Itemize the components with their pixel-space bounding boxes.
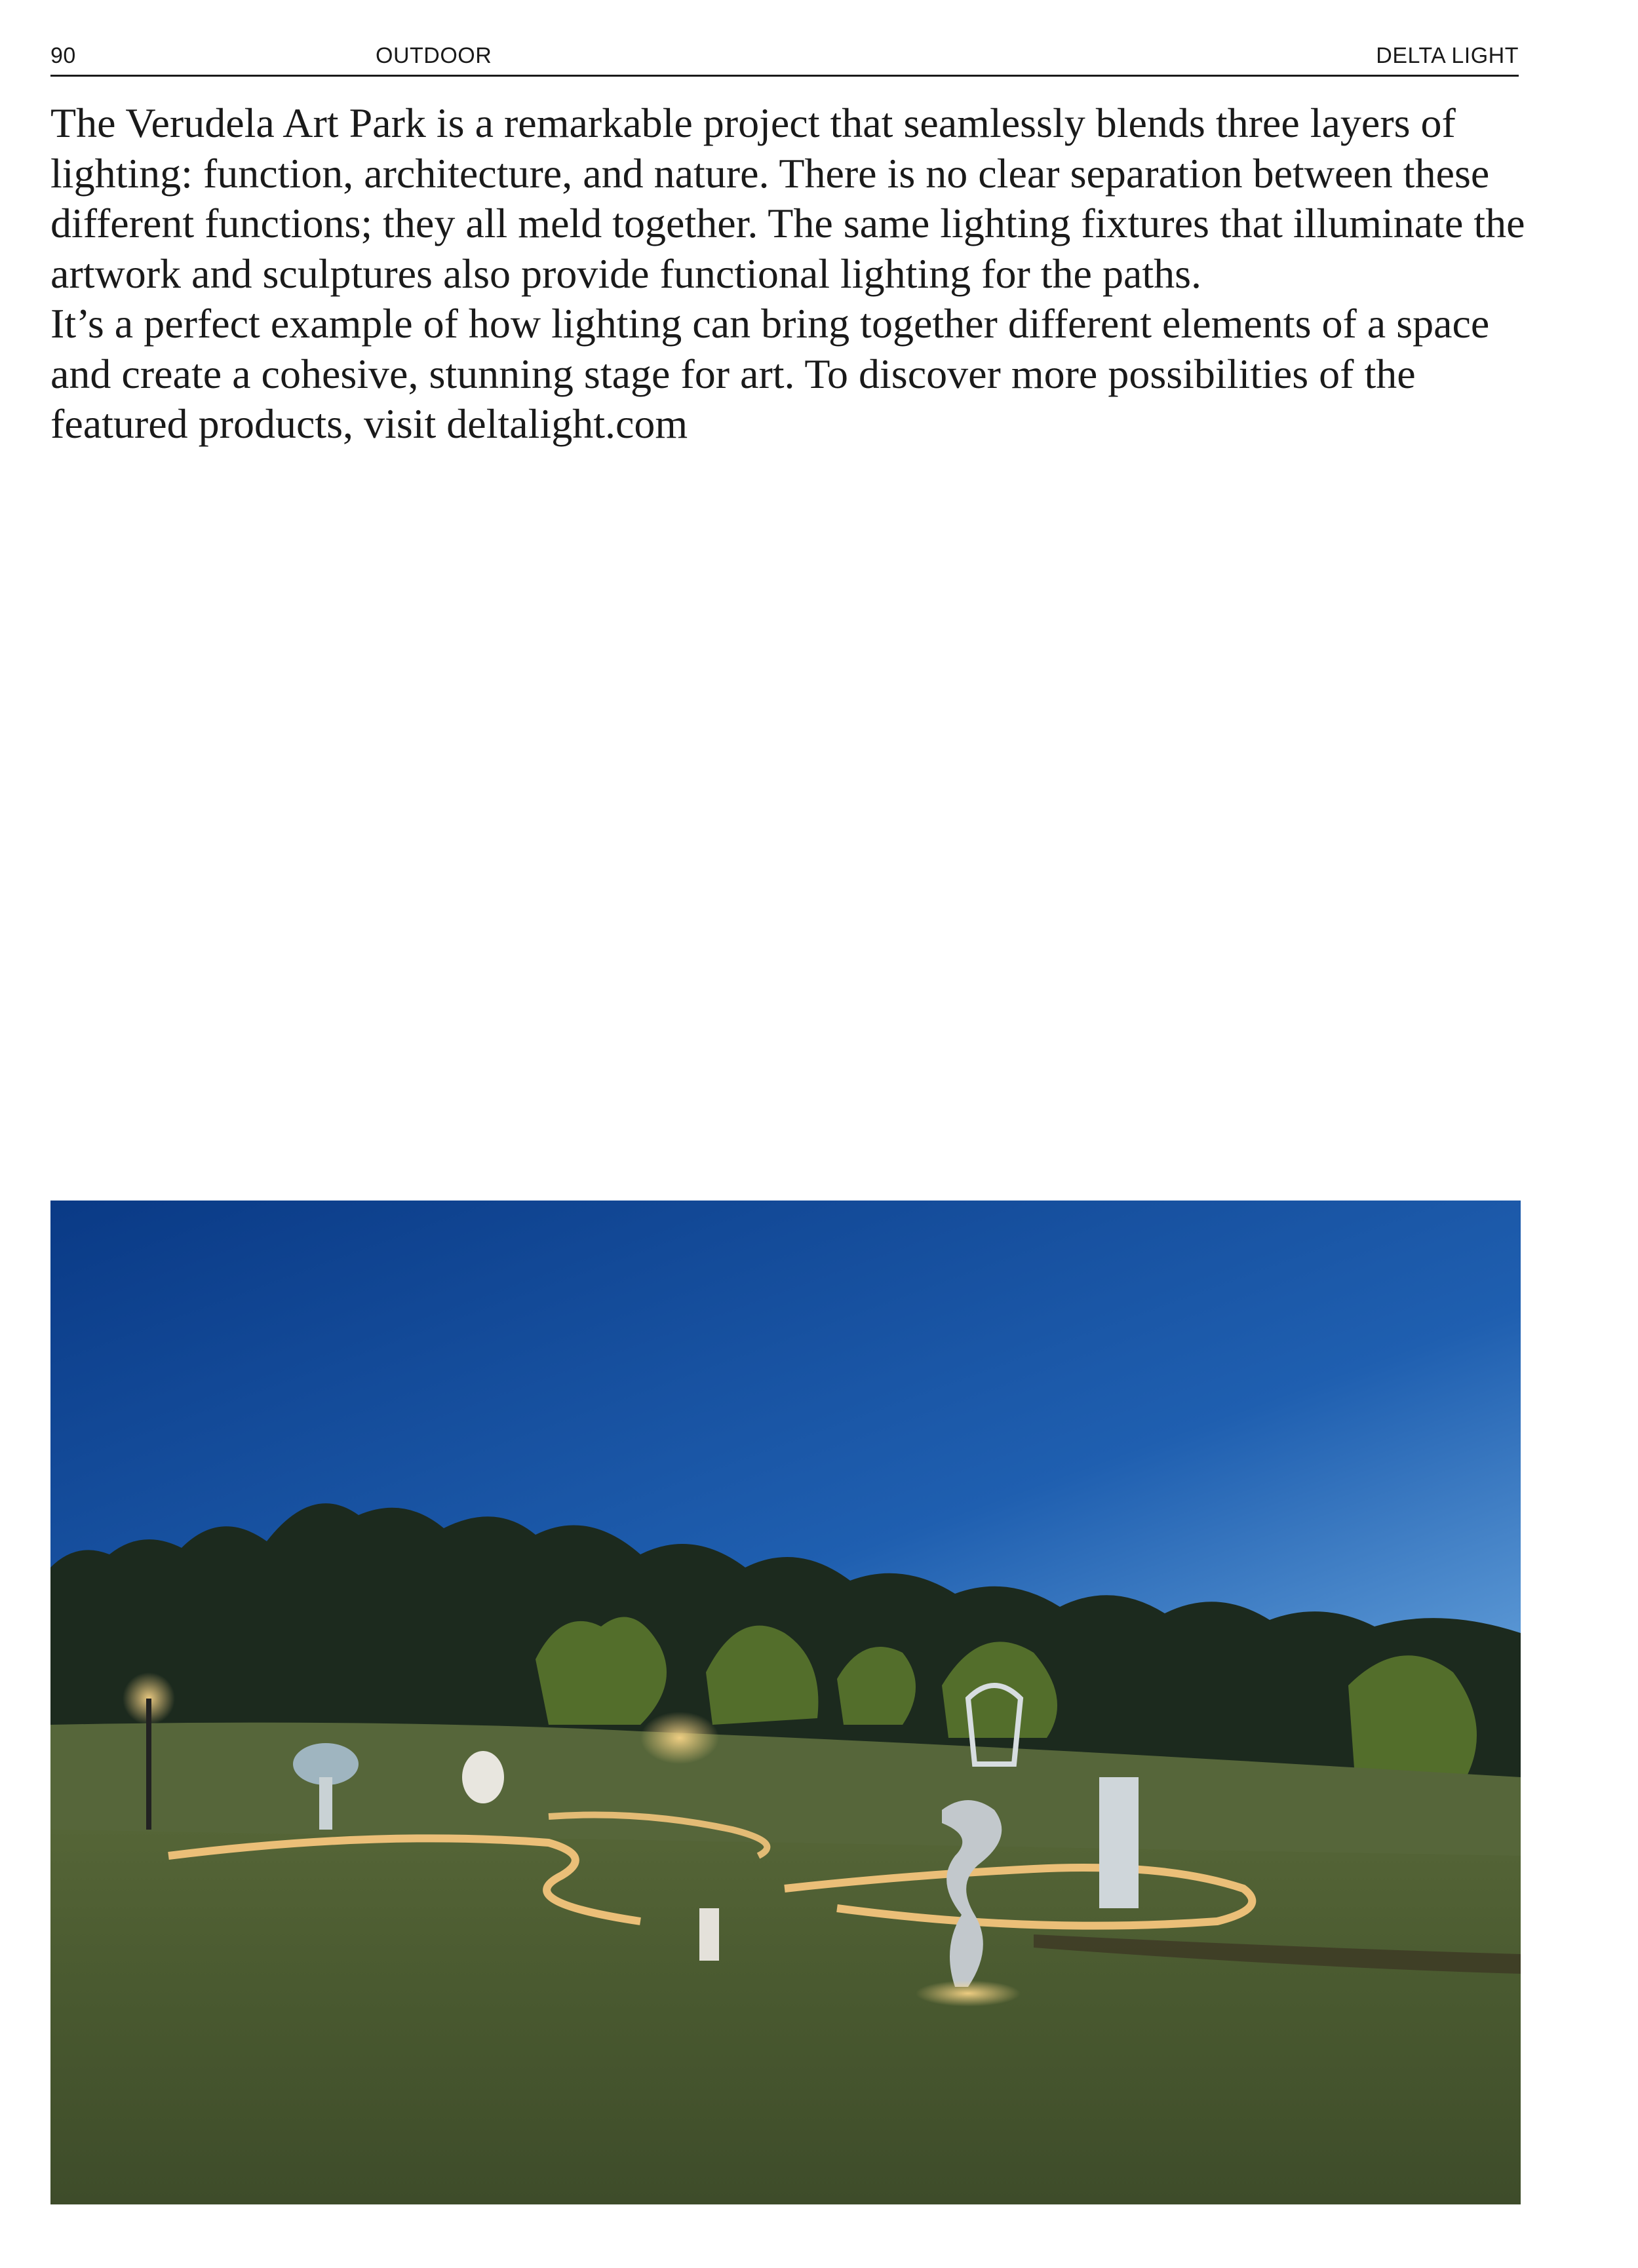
paragraph-2: It’s a perfect example of how lighting can bring together different elements of a space and create a cohesive, stunning stage for art. To discover more possibilities of the featured products, visit deltalight.com <box>50 300 1490 447</box>
sculpture-white <box>462 1751 504 1803</box>
sculpture-tower <box>1099 1777 1139 1908</box>
bollard <box>699 1908 719 1961</box>
spot-glow <box>916 1980 1021 2007</box>
lamp-pole <box>146 1699 151 1830</box>
spot-glow-2 <box>640 1712 719 1764</box>
sculpture-stand <box>319 1777 332 1830</box>
page-number: 90 <box>50 43 76 68</box>
section-title: OUTDOOR <box>376 43 492 68</box>
brand-name: DELTA LIGHT <box>1376 43 1519 68</box>
park-night-photo <box>50 1201 1521 2204</box>
photo-illustration <box>50 1201 1521 2204</box>
running-header <box>50 41 1519 77</box>
paragraph-1: The Verudela Art Park is a remarkable project that seamlessly blends three layers of lighting: function, architecture, and nature. There is no clear separation between these different functions; they all meld together. The same lighting fixtures that illuminate the artwork and sculptures also provide functional lighting for the paths. <box>50 100 1525 297</box>
article-text <box>50 98 1525 450</box>
